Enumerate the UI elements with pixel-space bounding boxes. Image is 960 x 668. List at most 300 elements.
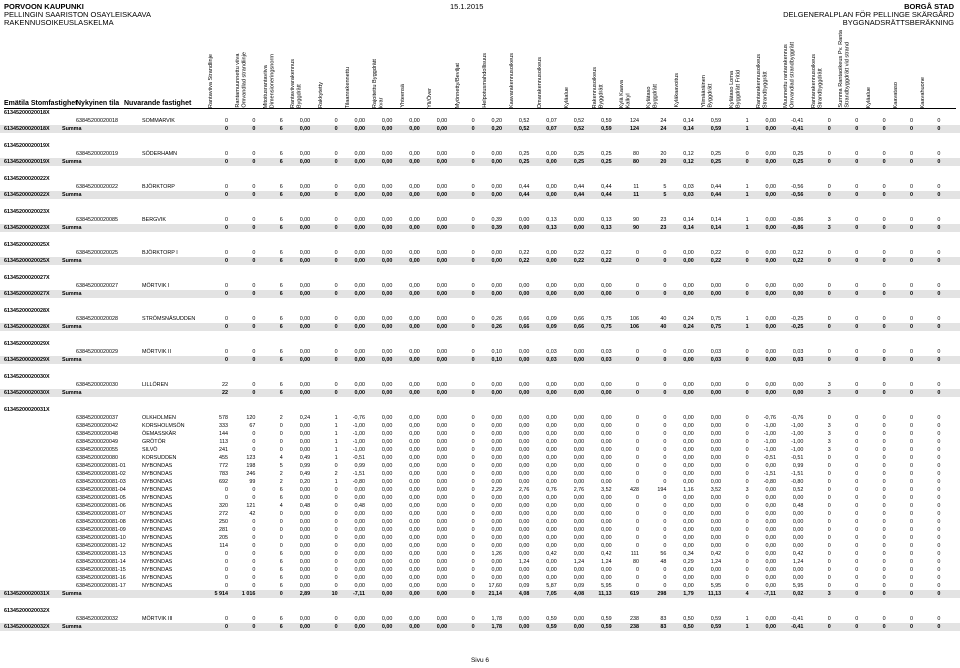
property-name: KORSUDDEN [142, 455, 177, 461]
table-cell: 0,48 [792, 503, 804, 509]
table-cell: 0,00 [299, 616, 311, 622]
table-cell: 0 [225, 151, 228, 157]
table-cell: 0,00 [409, 551, 420, 557]
table-cell: 0,00 [436, 543, 448, 549]
table-cell: 0 [937, 447, 941, 453]
table-cell: 0,00 [491, 567, 502, 573]
property-name: NYBONDAS [142, 471, 173, 477]
property-name: NYBONDAS [142, 503, 173, 509]
table-cell: 0,00 [409, 511, 420, 517]
table-row [0, 414, 960, 422]
table-cell: 0 [471, 447, 475, 453]
table-cell: 0,00 [354, 583, 365, 589]
table-cell: 0 [882, 616, 886, 622]
table-cell: 0,44 [518, 184, 530, 190]
table-cell: 0 [937, 616, 941, 622]
table-cell: 6 [279, 217, 283, 223]
table-cell: 0 [910, 503, 913, 509]
table-cell: 0 [279, 447, 283, 453]
table-cell: 123 [246, 455, 256, 461]
table-cell: 0 [471, 511, 475, 517]
table-cell: 124 [630, 118, 639, 124]
table-cell: 0,00 [683, 250, 694, 256]
property-id: 63845200020081-15 [76, 567, 126, 573]
table-cell: 0 [225, 575, 228, 581]
table-cell: 0 [882, 624, 886, 630]
table-cell: 0,00 [710, 567, 722, 573]
table-cell: 113 [219, 439, 228, 445]
table-cell: 0,00 [299, 324, 311, 330]
table-cell: 0,00 [299, 511, 311, 517]
table-cell: 0 [855, 250, 859, 256]
table-cell: 0,00 [409, 543, 420, 549]
table-cell: 0,00 [299, 624, 311, 630]
table-cell: 0,00 [792, 567, 804, 573]
table-cell: 0,00 [409, 455, 420, 461]
table-cell: 0 [827, 151, 831, 157]
group-code-row [0, 274, 960, 282]
header-right-line1: BORGÅ STAD [904, 2, 954, 11]
table-cell: 0,00 [354, 382, 365, 388]
table-cell: 0,00 [546, 431, 557, 437]
table-cell: 3 [827, 217, 831, 223]
table-cell: 0 [827, 583, 831, 589]
table-cell: 0,00 [354, 390, 365, 396]
table-cell: 0 [937, 118, 941, 124]
table-cell: 0 [855, 192, 859, 198]
table-cell: 0,00 [299, 559, 311, 565]
table-row [0, 510, 960, 518]
table-row [0, 183, 960, 191]
table-cell: 0 [910, 431, 913, 437]
table-cell: 0,00 [710, 415, 722, 421]
table-cell: 0,75 [710, 324, 722, 330]
table-cell: 0 [252, 349, 256, 355]
table-cell: 0,03 [601, 357, 612, 363]
table-cell: 0,00 [491, 543, 502, 549]
table-cell: 2,29 [491, 487, 502, 493]
table-cell: 0 [334, 324, 338, 330]
table-cell: 0,25 [792, 159, 804, 165]
table-row [0, 454, 960, 462]
table-cell: 0 [225, 616, 228, 622]
table-cell: 0 [225, 316, 228, 322]
table-cell: 0,00 [381, 471, 393, 477]
table-cell: 0 [663, 511, 667, 517]
table-cell: 0 [937, 567, 941, 573]
table-cell: 1 [334, 447, 338, 453]
table-cell: 0 [855, 415, 859, 421]
table-cell: 6 [279, 126, 283, 132]
table-cell: 0,00 [491, 575, 502, 581]
table-cell: 0,00 [546, 250, 557, 256]
table-cell: 0,00 [573, 415, 585, 421]
table-cell: 0,00 [546, 192, 557, 198]
table-cell: 0,00 [765, 184, 776, 190]
table-cell: 0,00 [354, 567, 365, 573]
property-id: 63845200020029 [76, 349, 118, 355]
table-cell: 0 [855, 316, 859, 322]
table-cell: 0 [636, 519, 639, 525]
table-cell: 0,00 [409, 217, 420, 223]
table-cell: 0,00 [354, 487, 365, 493]
table-cell: 0,00 [436, 559, 448, 565]
table-cell: 0,99 [354, 463, 365, 469]
table-cell: 0,00 [409, 258, 420, 264]
table-row [0, 502, 960, 510]
property-id: 63845200020081-05 [76, 495, 126, 501]
table-cell: 11,13 [707, 591, 722, 597]
group-code: 61345200020027X [4, 275, 50, 281]
table-cell: 0,00 [436, 583, 448, 589]
table-cell: 0 [827, 192, 831, 198]
table-cell: 0 [855, 591, 859, 597]
table-cell: 0 [471, 471, 475, 477]
table-cell: 0,00 [710, 382, 722, 388]
table-cell: 6 [279, 551, 283, 557]
table-cell: 1 [334, 431, 338, 437]
table-cell: 0,49 [299, 471, 311, 477]
group-spacer [0, 232, 960, 241]
table-cell: 0,00 [601, 390, 612, 396]
table-cell: 0,00 [436, 471, 448, 477]
table-cell: 0,00 [436, 250, 448, 256]
table-cell: 692 [219, 479, 228, 485]
table-cell: 0 [937, 316, 941, 322]
table-cell: 0,00 [381, 151, 393, 157]
table-cell: 1 016 [241, 591, 256, 597]
table-cell: 0,25 [601, 159, 612, 165]
table-cell: 99 [249, 479, 256, 485]
table-cell: 0,03 [683, 184, 694, 190]
group-spacer [0, 298, 960, 307]
column-header: Kylätaso Byggdrätt [646, 84, 659, 108]
table-cell: 0,00 [381, 591, 393, 597]
table-cell: 0,09 [546, 324, 557, 330]
table-cell: 0,00 [683, 415, 694, 421]
group-code-row [0, 307, 960, 315]
table-cell: 0 [745, 382, 749, 388]
table-cell: 0,00 [436, 324, 448, 330]
table-cell: 0,00 [683, 471, 694, 477]
property-name: NYBONDAS [142, 551, 173, 557]
summary-label: Summa [62, 324, 82, 330]
property-id: 63845200020025 [76, 250, 118, 256]
table-cell: 0 [471, 250, 475, 256]
table-cell: 24 [660, 126, 667, 132]
table-cell: -0,86 [791, 225, 804, 231]
table-cell: 0 [827, 118, 831, 124]
table-cell: 0 [334, 503, 338, 509]
table-cell: 0,00 [683, 575, 694, 581]
table-cell: 0,00 [573, 349, 585, 355]
table-cell: 0,44 [601, 184, 612, 190]
table-cell: 0,00 [409, 463, 420, 469]
table-cell: 0,75 [601, 324, 612, 330]
table-cell: 0 [252, 447, 256, 453]
property-name: SOMMARVIK [142, 118, 175, 124]
table-cell: 1,24 [792, 559, 804, 565]
table-cell: 0,00 [299, 217, 311, 223]
table-cell: 0,00 [436, 624, 448, 630]
table-cell: 246 [246, 471, 256, 477]
table-cell: 0 [471, 439, 475, 445]
table-cell: 0,09 [546, 316, 557, 322]
table-cell: 3 [827, 591, 831, 597]
summary-row [0, 623, 960, 631]
table-cell: 0 [636, 439, 639, 445]
table-cell: 0 [252, 535, 256, 541]
table-cell: 0 [663, 415, 667, 421]
table-cell: 0,00 [546, 463, 557, 469]
table-cell: 0,00 [546, 575, 557, 581]
table-cell: 0,00 [381, 551, 393, 557]
group-code: 61345200020032X [4, 608, 50, 614]
table-cell: 0 [252, 551, 256, 557]
table-cell: 0,00 [354, 535, 365, 541]
table-cell: 0,00 [792, 519, 804, 525]
header-nuvarande: Nuvarande fastighet [124, 100, 192, 107]
property-id: 63845200020019 [76, 151, 118, 157]
table-cell: 0 [334, 184, 338, 190]
table-cell: 0,75 [601, 316, 612, 322]
table-cell: 56 [660, 551, 667, 557]
table-cell: 0,00 [409, 283, 420, 289]
table-cell: 0,00 [518, 415, 530, 421]
table-cell: 0,24 [683, 316, 694, 322]
table-cell: 0,00 [354, 624, 365, 630]
table-cell: 0,00 [573, 439, 585, 445]
table-cell: -1,00 [352, 439, 365, 445]
table-cell: 0 [910, 519, 913, 525]
group-spacer [0, 265, 960, 274]
table-cell: 0 [827, 316, 831, 322]
table-cell: 0,00 [436, 184, 448, 190]
table-cell: 0 [827, 503, 831, 509]
table-cell: 0 [334, 118, 338, 124]
table-cell: 0,00 [299, 551, 311, 557]
table-cell: 0 [745, 575, 749, 581]
table-row [0, 470, 960, 478]
table-cell: 0 [225, 225, 228, 231]
table-cell: 0 [910, 390, 913, 396]
table-cell: 0,00 [436, 591, 448, 597]
table-row [0, 486, 960, 494]
table-row [0, 550, 960, 558]
table-cell: -0,41 [791, 126, 804, 132]
table-row [0, 381, 960, 389]
table-cell: 0 [471, 624, 475, 630]
table-cell: -0,51 [763, 455, 776, 461]
table-cell: 0,00 [491, 455, 502, 461]
table-cell: 0 [827, 527, 831, 533]
table-cell: 0,00 [409, 567, 420, 573]
table-cell: 0 [882, 118, 886, 124]
table-cell: 0,00 [546, 471, 557, 477]
table-cell: 0 [827, 291, 831, 297]
table-cell: 0,00 [573, 624, 585, 630]
table-cell: 619 [630, 591, 639, 597]
table-cell: 0,00 [299, 283, 311, 289]
table-cell: 0 [225, 495, 228, 501]
table-cell: 0 [745, 258, 749, 264]
table-cell: 0,00 [436, 283, 448, 289]
table-cell: 1 [334, 423, 338, 429]
table-cell: 0 [855, 447, 859, 453]
table-cell: 6 [279, 495, 283, 501]
summary-label: Summa [62, 225, 82, 231]
table-cell: 0,00 [710, 390, 722, 396]
summary-row [0, 290, 960, 298]
table-cell: 0,00 [354, 495, 365, 501]
table-cell: 0,00 [601, 479, 612, 485]
table-cell: 5,95 [792, 583, 804, 589]
table-cell: 0 [663, 423, 667, 429]
table-cell: 0,00 [546, 527, 557, 533]
column-header: Helpotusmahdollisuus [482, 53, 488, 108]
table-cell: 0 [636, 583, 639, 589]
column-header: Kyläalue [865, 86, 872, 108]
table-cell: 0 [855, 535, 859, 541]
table-cell: 0 [663, 535, 667, 541]
table-cell: 0,07 [546, 126, 557, 132]
table-cell: 0,00 [765, 575, 776, 581]
table-cell: 0,00 [710, 503, 722, 509]
table-cell: 2 [279, 415, 283, 421]
table-cell: 4,08 [573, 591, 585, 597]
table-cell: 0 [252, 258, 256, 264]
table-cell: 0,00 [436, 551, 448, 557]
table-cell: 0,00 [601, 511, 612, 517]
table-cell: 0 [745, 479, 749, 485]
table-cell: 0,22 [573, 258, 585, 264]
table-cell: 0 [334, 543, 338, 549]
table-cell: 11 [633, 192, 639, 198]
table-cell: 0 [279, 519, 283, 525]
group-spacer [0, 166, 960, 175]
table-cell: 0,00 [683, 463, 694, 469]
table-cell: 0 [882, 575, 886, 581]
table-cell: 6 [279, 316, 283, 322]
table-cell: 80 [633, 159, 639, 165]
table-cell: 0 [855, 291, 859, 297]
table-cell: 0 [636, 535, 639, 541]
summary-row [0, 224, 960, 232]
table-cell: 0,00 [601, 382, 612, 388]
table-cell: 0 [334, 511, 338, 517]
table-cell: 1 [745, 118, 749, 124]
table-cell: 0,00 [409, 151, 420, 157]
table-cell: 0 [745, 527, 749, 533]
group-code-row [0, 607, 960, 615]
table-cell: 0,00 [436, 503, 448, 509]
property-id: 63845200020032 [76, 616, 118, 622]
table-cell: 0 [252, 250, 256, 256]
table-cell: 0 [663, 575, 667, 581]
summary-code: 61345200020032X [4, 624, 50, 630]
table-cell: 0,00 [573, 447, 585, 453]
table-cell: 0 [225, 349, 228, 355]
table-cell: 0 [663, 258, 667, 264]
table-cell: 0,59 [710, 118, 722, 124]
table-cell: 0,00 [436, 519, 448, 525]
summary-row [0, 191, 960, 199]
table-cell: 0,00 [765, 357, 776, 363]
table-cell: 0,00 [683, 291, 694, 297]
table-cell: 0,00 [573, 527, 585, 533]
table-cell: 0,00 [491, 291, 502, 297]
table-cell: 0 [279, 511, 283, 517]
table-cell: 0 [855, 184, 859, 190]
table-cell: 0,00 [573, 551, 585, 557]
table-cell: 0,00 [573, 519, 585, 525]
table-cell: 0 [855, 217, 859, 223]
table-cell: 0,00 [546, 258, 557, 264]
table-cell: 0 [882, 415, 886, 421]
table-cell: 0 [225, 487, 228, 493]
table-cell: 0,00 [573, 479, 585, 485]
summary-row [0, 257, 960, 265]
table-cell: 0,00 [710, 511, 722, 517]
table-cell: 48 [660, 559, 667, 565]
table-cell: 0 [882, 479, 886, 485]
table-cell: 0,00 [546, 390, 557, 396]
table-cell: 0 [636, 382, 639, 388]
table-cell: 0 [225, 159, 228, 165]
table-cell: 0,14 [683, 217, 694, 223]
table-cell: 0,00 [381, 495, 393, 501]
table-cell: 4 [279, 455, 283, 461]
property-name: NYBONDAS [142, 535, 173, 541]
property-id: 63845200020081-13 [76, 551, 126, 557]
table-cell: 0 [636, 390, 639, 396]
table-cell: 0 [855, 349, 859, 355]
table-cell: 0,99 [299, 463, 311, 469]
table-cell: 772 [219, 463, 228, 469]
table-cell: -0,25 [791, 316, 804, 322]
table-cell: 0 [225, 357, 228, 363]
table-cell: 0,00 [381, 217, 393, 223]
table-cell: 0,00 [299, 291, 311, 297]
property-id: 63845200020081-02 [76, 471, 126, 477]
table-cell: 0,00 [409, 192, 420, 198]
table-cell: 0,00 [601, 543, 612, 549]
table-cell: 0 [334, 463, 338, 469]
table-cell: -0,41 [791, 616, 804, 622]
table-cell: 0,00 [765, 283, 776, 289]
table-cell: 0,00 [546, 283, 557, 289]
table-cell: 0 [882, 503, 886, 509]
table-cell: 0,00 [381, 535, 393, 541]
table-cell: 0,00 [354, 519, 365, 525]
table-cell: 0,03 [546, 349, 557, 355]
table-cell: 0 [471, 225, 475, 231]
table-cell: 0 [745, 519, 749, 525]
summary-row [0, 158, 960, 166]
table-cell: 0,22 [601, 250, 612, 256]
table-cell: 0 [745, 455, 749, 461]
table-cell: 17,60 [488, 583, 502, 589]
table-cell: 0,00 [354, 324, 365, 330]
table-cell: 0,59 [710, 624, 722, 630]
table-cell: 0 [855, 225, 859, 231]
table-cell: 0,00 [436, 487, 448, 493]
group-code-row [0, 406, 960, 414]
table-cell: 0 [745, 511, 749, 517]
table-cell: 0,00 [436, 575, 448, 581]
table-cell: -0,86 [791, 217, 804, 223]
table-cell: 0,00 [491, 151, 502, 157]
